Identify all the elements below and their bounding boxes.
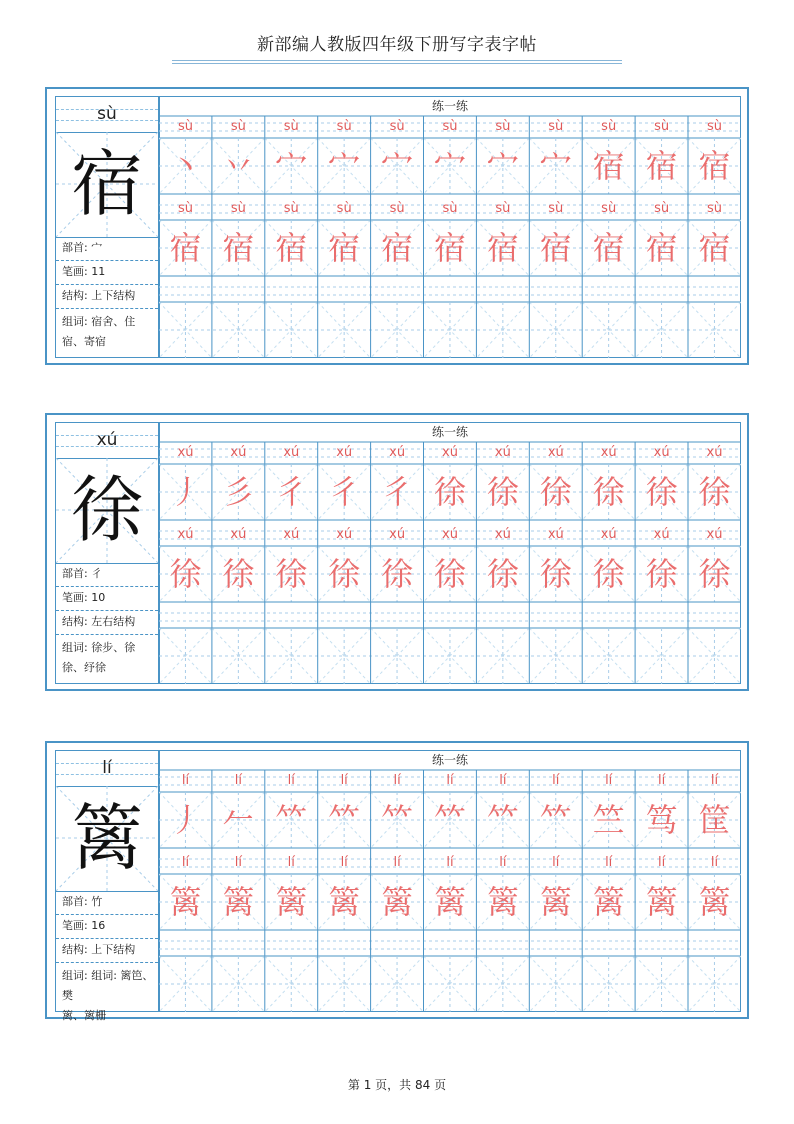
words-line-1: 徐步、徐 <box>91 641 136 654</box>
main-character-box <box>56 458 158 564</box>
trace-character[interactable]: 徐 <box>539 555 572 593</box>
cell-pinyin: xú <box>230 527 247 542</box>
trace-character[interactable]: 宿 <box>486 229 519 267</box>
trace-character[interactable]: 徐 <box>169 555 202 593</box>
cell-pinyin: lí <box>499 855 507 870</box>
cell-pinyin: sù <box>442 201 458 216</box>
cell-pinyin: lí <box>446 773 454 788</box>
words-line-2: 宿、寄宿 <box>62 335 106 348</box>
stroke-step-character[interactable]: 丶 <box>169 147 202 185</box>
trace-character[interactable]: 篱 <box>486 883 519 921</box>
stroke-step-character[interactable]: 𥫗 <box>328 801 361 839</box>
pinyin-text: sù <box>97 104 117 124</box>
structure-row <box>56 285 158 309</box>
stroke-step-character[interactable]: 笃 <box>645 801 678 839</box>
stroke-step-character[interactable]: 彳 <box>328 473 361 511</box>
stroke-step-character[interactable]: 宀 <box>328 147 361 185</box>
practice-header: 练一练 <box>431 753 468 767</box>
cell-pinyin: sù <box>283 201 299 216</box>
cell-pinyin: lí <box>393 855 401 870</box>
stroke-step-character[interactable]: 宀 <box>433 147 466 185</box>
stroke-step-character[interactable]: 𠂉 <box>222 801 255 839</box>
blank-writing-cell[interactable] <box>371 628 424 684</box>
cell-pinyin: xú <box>389 445 406 460</box>
main-pinyin <box>56 423 158 459</box>
cell-pinyin: xú <box>653 445 670 460</box>
cell-pinyin: sù <box>230 119 246 134</box>
blank-writing-cell[interactable] <box>476 302 529 358</box>
stroke-step-character[interactable]: 𥫗 <box>275 801 308 839</box>
strokes-value: 10 <box>91 591 106 604</box>
trace-character[interactable]: 篱 <box>645 883 678 921</box>
cell-pinyin: sù <box>548 201 564 216</box>
blank-writing-cell[interactable] <box>212 302 265 358</box>
trace-character[interactable]: 篱 <box>328 883 361 921</box>
cell-pinyin: xú <box>177 445 194 460</box>
cell-pinyin: sù <box>177 201 193 216</box>
structure-value: 上下结构 <box>91 943 136 956</box>
stroke-step-character[interactable]: 徐 <box>592 473 625 511</box>
cell-pinyin: sù <box>654 201 670 216</box>
character-info-panel <box>55 750 159 1022</box>
structure-label: 结构: <box>62 615 92 628</box>
words-row <box>56 635 158 684</box>
cell-pinyin: lí <box>710 855 719 870</box>
words-label: 组词: <box>62 969 92 982</box>
radical-label: 部首: <box>62 241 92 254</box>
stroke-step-character[interactable]: 宀 <box>275 147 308 185</box>
cell-pinyin: lí <box>340 773 348 788</box>
trace-character[interactable]: 徐 <box>645 555 678 593</box>
stroke-step-character[interactable]: 宿 <box>645 147 678 185</box>
trace-character[interactable]: 徐 <box>381 555 414 593</box>
stroke-step-character[interactable]: 𥫗 <box>433 801 466 839</box>
blank-writing-cell[interactable] <box>529 956 582 1012</box>
blank-writing-cell[interactable] <box>265 302 318 358</box>
stroke-step-character[interactable]: 宀 <box>381 147 414 185</box>
cell-pinyin: sù <box>495 201 511 216</box>
cell-pinyin: xú <box>230 445 247 460</box>
cell-pinyin: lí <box>657 773 666 788</box>
structure-row <box>56 611 158 635</box>
blank-writing-cell[interactable] <box>265 956 318 1012</box>
trace-character[interactable]: 宿 <box>169 229 202 267</box>
stroke-step-character[interactable]: 徐 <box>539 473 572 511</box>
stroke-step-character[interactable]: 彳 <box>275 473 308 511</box>
stroke-step-character[interactable]: 竺 <box>592 801 625 839</box>
strokes-label: 笔画: <box>62 591 92 604</box>
blank-writing-cell[interactable] <box>582 956 635 1012</box>
radical-row <box>56 563 158 587</box>
main-character: 宿 <box>70 142 143 226</box>
strokes-value: 16 <box>91 919 106 932</box>
stroke-step-character[interactable]: 𥫗 <box>486 801 519 839</box>
cell-pinyin: sù <box>601 201 617 216</box>
blank-writing-cell[interactable] <box>371 302 424 358</box>
trace-character[interactable]: 徐 <box>592 555 625 593</box>
cell-pinyin: lí <box>605 855 613 870</box>
blank-writing-cell[interactable] <box>318 956 371 1012</box>
words-label: 组词: <box>62 315 92 328</box>
cell-pinyin: lí <box>287 773 295 788</box>
stroke-step-character[interactable]: 彡 <box>222 473 255 511</box>
stroke-step-character[interactable]: 宿 <box>592 147 625 185</box>
stroke-step-character[interactable]: 宀 <box>486 147 519 185</box>
cell-pinyin: sù <box>230 201 246 216</box>
main-pinyin <box>56 97 158 133</box>
character-card <box>45 741 749 1022</box>
stroke-step-character[interactable]: 宿 <box>698 147 731 185</box>
trace-character[interactable]: 徐 <box>222 555 255 593</box>
radical-value: 彳 <box>91 567 103 580</box>
blank-writing-cell[interactable] <box>688 628 741 684</box>
cell-pinyin: sù <box>654 119 670 134</box>
cell-pinyin: sù <box>389 201 405 216</box>
blank-writing-cell[interactable] <box>529 628 582 684</box>
cell-pinyin: xú <box>494 527 511 542</box>
cell-pinyin: xú <box>177 527 194 542</box>
cell-pinyin: xú <box>600 527 617 542</box>
cell-pinyin: xú <box>706 527 723 542</box>
strokes-row <box>56 587 158 611</box>
stroke-step-character[interactable]: 𥫗 <box>539 801 572 839</box>
blank-writing-cell[interactable] <box>318 302 371 358</box>
words-label: 组词: <box>62 641 92 654</box>
blank-writing-cell[interactable] <box>476 956 529 1012</box>
blank-writing-cell[interactable] <box>265 628 318 684</box>
trace-character[interactable]: 篱 <box>433 883 466 921</box>
cell-pinyin: xú <box>706 445 723 460</box>
trace-character[interactable]: 篱 <box>222 883 255 921</box>
cell-pinyin: xú <box>336 527 353 542</box>
cell-pinyin: lí <box>499 773 507 788</box>
main-character-box <box>56 132 158 238</box>
cell-pinyin: sù <box>548 119 564 134</box>
trace-character[interactable]: 篱 <box>698 883 731 921</box>
trace-character[interactable]: 宿 <box>328 229 361 267</box>
trace-character[interactable]: 宿 <box>275 229 308 267</box>
cell-pinyin: sù <box>336 201 352 216</box>
stroke-step-character[interactable]: 彳 <box>381 473 414 511</box>
blank-writing-cell[interactable] <box>635 628 688 684</box>
stroke-step-character[interactable]: 徐 <box>698 473 731 511</box>
structure-row <box>56 939 158 963</box>
cell-pinyin: xú <box>283 527 300 542</box>
stroke-step-character[interactable]: 筐 <box>698 801 731 839</box>
pinyin-text: lí <box>102 758 112 778</box>
cell-pinyin: lí <box>287 855 295 870</box>
main-character: 徐 <box>70 468 143 552</box>
cell-pinyin: xú <box>442 527 458 542</box>
blank-writing-cell[interactable] <box>688 956 741 1012</box>
blank-writing-cell[interactable] <box>318 628 371 684</box>
trace-character[interactable]: 篱 <box>592 883 625 921</box>
cell-pinyin: lí <box>340 855 348 870</box>
radical-row <box>56 237 158 261</box>
blank-writing-cell[interactable] <box>529 302 582 358</box>
strokes-label: 笔画: <box>62 919 92 932</box>
trace-character[interactable]: 徐 <box>275 555 308 593</box>
cell-pinyin: xú <box>600 445 617 460</box>
cell-pinyin: sù <box>495 119 511 134</box>
cell-pinyin: lí <box>552 855 560 870</box>
cell-pinyin: lí <box>393 773 401 788</box>
character-card <box>45 413 749 691</box>
cell-pinyin: sù <box>283 119 299 134</box>
trace-character[interactable]: 徐 <box>486 555 519 593</box>
radical-value: 宀 <box>91 241 103 254</box>
title-rule <box>172 60 622 61</box>
cell-pinyin: lí <box>234 855 242 870</box>
cell-pinyin: xú <box>283 445 300 460</box>
blank-writing-cell[interactable] <box>635 956 688 1012</box>
stroke-step-character[interactable]: 丷 <box>222 147 255 185</box>
blank-writing-cell[interactable] <box>688 302 741 358</box>
cell-pinyin: sù <box>389 119 405 134</box>
character-info-panel <box>55 422 159 684</box>
radical-label: 部首: <box>62 895 92 908</box>
cell-pinyin: lí <box>605 773 613 788</box>
strokes-label: 笔画: <box>62 265 92 278</box>
blank-writing-cell[interactable] <box>212 628 265 684</box>
radical-value: 竹 <box>91 895 103 908</box>
blank-writing-cell[interactable] <box>582 628 635 684</box>
trace-character[interactable]: 徐 <box>433 555 466 593</box>
radical-row <box>56 891 158 915</box>
trace-character[interactable]: 徐 <box>698 555 731 593</box>
trace-character[interactable]: 宿 <box>222 229 255 267</box>
words-line-1: 组词: 篱笆、樊 <box>62 969 154 1002</box>
cell-pinyin: lí <box>552 773 560 788</box>
trace-character[interactable]: 宿 <box>381 229 414 267</box>
blank-writing-cell[interactable] <box>476 628 529 684</box>
strokes-row <box>56 915 158 939</box>
title-rule <box>172 63 622 64</box>
words-row <box>56 309 158 358</box>
structure-value: 左右结构 <box>91 615 136 628</box>
cell-pinyin: xú <box>547 445 564 460</box>
cell-pinyin: xú <box>547 527 564 542</box>
structure-label: 结构: <box>62 289 92 302</box>
trace-character[interactable]: 篱 <box>381 883 414 921</box>
main-character: 篱 <box>70 796 143 880</box>
practice-header: 练一练 <box>431 425 468 439</box>
trace-character[interactable]: 宿 <box>698 229 731 267</box>
cell-pinyin: sù <box>177 119 193 134</box>
trace-character[interactable]: 徐 <box>328 555 361 593</box>
blank-writing-cell[interactable] <box>424 956 477 1012</box>
page-footer: 第 1 页，共 84 页 <box>347 1078 447 1092</box>
blank-writing-cell[interactable] <box>635 302 688 358</box>
cell-pinyin: lí <box>657 855 666 870</box>
cell-pinyin: sù <box>442 119 458 134</box>
blank-writing-cell[interactable] <box>159 956 212 1012</box>
words-line-2: 徐、纾徐 <box>62 661 106 674</box>
stroke-step-character[interactable]: 丿 <box>169 801 202 839</box>
practice-grid <box>159 750 741 1012</box>
trace-character[interactable]: 宿 <box>433 229 466 267</box>
stroke-step-character[interactable]: 𥫗 <box>381 801 414 839</box>
blank-writing-cell[interactable] <box>424 302 477 358</box>
cell-pinyin: xú <box>494 445 511 460</box>
stroke-step-character[interactable]: 徐 <box>486 473 519 511</box>
trace-character[interactable]: 宿 <box>645 229 678 267</box>
character-info-panel <box>55 96 159 358</box>
cell-pinyin: xú <box>336 445 353 460</box>
blank-writing-cell[interactable] <box>212 956 265 1012</box>
practice-grid <box>159 96 741 358</box>
cell-pinyin: xú <box>653 527 670 542</box>
cell-pinyin: lí <box>181 773 190 788</box>
cell-pinyin: lí <box>181 855 190 870</box>
cell-pinyin: sù <box>601 119 617 134</box>
structure-label: 结构: <box>62 943 92 956</box>
blank-writing-cell[interactable] <box>159 302 212 358</box>
cell-pinyin: sù <box>706 201 722 216</box>
cell-pinyin: lí <box>234 773 242 788</box>
words-row <box>56 963 158 1022</box>
main-character-box <box>56 786 158 892</box>
page-title: 新部编人教版四年级下册写字表字帖 <box>257 35 537 55</box>
words-line-1: 宿舍、住 <box>91 315 136 328</box>
cell-pinyin: lí <box>446 855 454 870</box>
character-card <box>45 87 749 365</box>
stroke-step-character[interactable]: 徐 <box>645 473 678 511</box>
stroke-step-character[interactable]: 宀 <box>539 147 572 185</box>
blank-writing-cell[interactable] <box>371 956 424 1012</box>
strokes-row <box>56 261 158 285</box>
pinyin-text: xú <box>96 430 118 450</box>
stroke-step-character[interactable]: 徐 <box>433 473 466 511</box>
cell-pinyin: sù <box>706 119 722 134</box>
cell-pinyin: sù <box>336 119 352 134</box>
cell-pinyin: xú <box>442 445 458 460</box>
trace-character[interactable]: 宿 <box>539 229 572 267</box>
stroke-step-character[interactable]: 丿 <box>169 473 202 511</box>
practice-grid <box>159 422 741 684</box>
cell-pinyin: xú <box>389 527 406 542</box>
strokes-value: 11 <box>91 265 106 278</box>
blank-writing-cell[interactable] <box>424 628 477 684</box>
blank-writing-cell[interactable] <box>582 302 635 358</box>
trace-character[interactable]: 篱 <box>539 883 572 921</box>
trace-character[interactable]: 篱 <box>169 883 202 921</box>
main-pinyin <box>56 751 158 787</box>
trace-character[interactable]: 篱 <box>275 883 308 921</box>
words-line-2: 篱、篱栅 <box>62 1009 106 1022</box>
trace-character[interactable]: 宿 <box>592 229 625 267</box>
practice-header: 练一练 <box>431 99 468 113</box>
cell-pinyin: lí <box>710 773 719 788</box>
blank-writing-cell[interactable] <box>159 628 212 684</box>
radical-label: 部首: <box>62 567 92 580</box>
structure-value: 上下结构 <box>91 289 136 302</box>
